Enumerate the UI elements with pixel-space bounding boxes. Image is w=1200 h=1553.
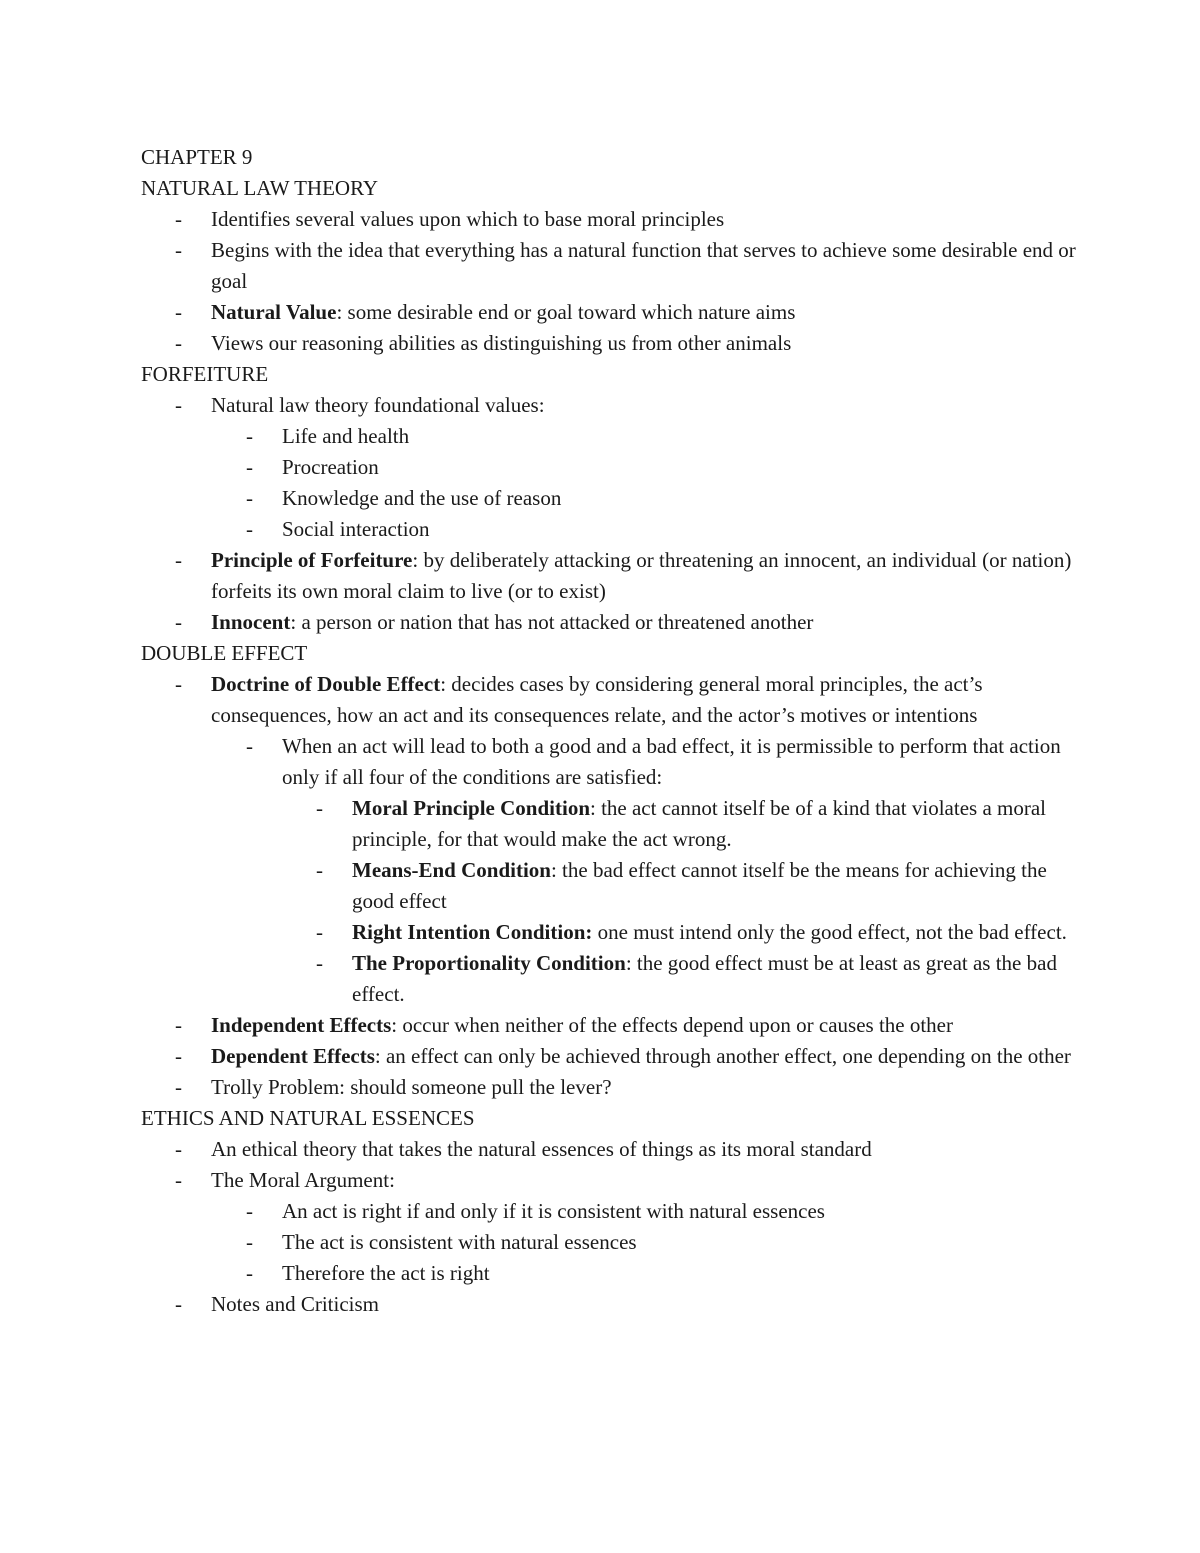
- bullet-dash-icon: -: [246, 455, 253, 479]
- item-text: Knowledge and the use of reason: [282, 486, 562, 510]
- bullet-dash-icon: -: [175, 238, 182, 262]
- list-item: [141, 1165, 1081, 1196]
- item-text: : the good effect must be at least as great as the bad effect.: [352, 951, 1057, 1006]
- bullet-dash-icon: -: [175, 1044, 182, 1068]
- bullet-dash-icon: -: [175, 1137, 182, 1161]
- item-text: : some desirable end or goal toward which nature aims: [336, 300, 796, 324]
- item-text: Social interaction: [282, 517, 430, 541]
- bullet-dash-icon: -: [246, 517, 253, 541]
- item-text: An ethical theory that takes the natural essences of things as its moral standard: [211, 1137, 872, 1161]
- list-item: [141, 669, 1081, 731]
- item-text: Therefore the act is right: [282, 1261, 490, 1285]
- bullet-dash-icon: -: [175, 548, 182, 572]
- bullet-dash-icon: -: [175, 1075, 182, 1099]
- section-heading: FORFEITURE: [141, 362, 269, 386]
- list-item: [141, 1041, 1081, 1072]
- section-heading: DOUBLE EFFECT: [141, 641, 308, 665]
- defined-term: Independent Effects: [211, 1013, 392, 1037]
- bullet-dash-icon: -: [316, 796, 323, 820]
- list-item: [141, 452, 1081, 483]
- bullet-dash-icon: -: [246, 486, 253, 510]
- bullet-dash-icon: -: [175, 610, 182, 634]
- bullet-dash-icon: -: [175, 1168, 182, 1192]
- defined-term: Principle of Forfeiture: [211, 548, 413, 572]
- item-text: : occur when neither of the effects depend upon or causes the other: [391, 1013, 953, 1037]
- list-item: [141, 390, 1081, 421]
- list-item: [141, 917, 1081, 948]
- list-item: [141, 1134, 1081, 1165]
- bullet-dash-icon: -: [175, 207, 182, 231]
- bullet-dash-icon: -: [246, 734, 253, 758]
- list-item: [141, 607, 1081, 638]
- item-text: : the act cannot itself be of a kind that violates a moral principle, for that would make the act wrong.: [352, 796, 1047, 851]
- list-item: [141, 1227, 1081, 1258]
- bullet-dash-icon: -: [175, 300, 182, 324]
- defined-term: Doctrine of Double Effect: [211, 672, 441, 696]
- bullet-dash-icon: -: [246, 1199, 253, 1223]
- document-body: [141, 142, 1081, 1320]
- item-text: : decides cases by considering general moral principles, the act’s consequences, how an act and its consequences relate, and the actor’s motives or intentions: [211, 672, 983, 727]
- defined-term: Dependent Effects: [211, 1044, 375, 1068]
- item-text: The act is consistent with natural essences: [282, 1230, 637, 1254]
- item-text: : by deliberately attacking or threatening an innocent, an individual (or nation) forfeits its own moral claim to live (or to exist): [211, 548, 1072, 603]
- list-item: [141, 855, 1081, 917]
- defined-term: The Proportionality Condition: [352, 951, 626, 975]
- list-item: [141, 1072, 1081, 1103]
- defined-term: Natural Value: [211, 300, 337, 324]
- item-text: : a person or nation that has not attacked or threatened another: [290, 610, 814, 634]
- item-text: Life and health: [282, 424, 410, 448]
- list-item: [141, 731, 1081, 793]
- item-text: When an act will lead to both a good and a bad effect, it is permissible to perform that action only if all four of the conditions are satisfied:: [282, 734, 1061, 789]
- defined-term: Innocent: [211, 610, 291, 634]
- item-text: Trolly Problem: should someone pull the lever?: [211, 1075, 612, 1099]
- list-item: [141, 1010, 1081, 1041]
- list-item: [141, 1196, 1081, 1227]
- bullet-dash-icon: -: [246, 1261, 253, 1285]
- bullet-dash-icon: -: [316, 951, 323, 975]
- section-heading: CHAPTER 9: [141, 145, 253, 169]
- section-heading: ETHICS AND NATURAL ESSENCES: [141, 1106, 475, 1130]
- list-item: [141, 793, 1081, 855]
- bullet-dash-icon: -: [175, 1292, 182, 1316]
- bullet-dash-icon: -: [246, 1230, 253, 1254]
- bullet-dash-icon: -: [175, 331, 182, 355]
- list-item: [141, 1289, 1081, 1320]
- item-text: : the bad effect cannot itself be the means for achieving the good effect: [352, 858, 1047, 913]
- item-text: Notes and Criticism: [211, 1292, 379, 1316]
- item-text: Begins with the idea that everything has a natural function that serves to achieve some desirable end or goal: [211, 238, 1076, 293]
- bullet-dash-icon: -: [175, 1013, 182, 1037]
- list-item: [141, 483, 1081, 514]
- bullet-dash-icon: -: [316, 858, 323, 882]
- list-item: [141, 235, 1081, 297]
- item-text: : an effect can only be achieved through another effect, one depending on the other: [374, 1044, 1071, 1068]
- bullet-dash-icon: -: [175, 672, 182, 696]
- list-item: [141, 514, 1081, 545]
- item-text: Natural law theory foundational values:: [211, 393, 545, 417]
- defined-term: Right Intention Condition:: [352, 920, 593, 944]
- list-item: [141, 204, 1081, 235]
- bullet-dash-icon: -: [175, 393, 182, 417]
- bullet-dash-icon: -: [316, 920, 323, 944]
- list-item: [141, 1258, 1081, 1289]
- list-item: [141, 948, 1081, 1010]
- defined-term: Moral Principle Condition: [352, 796, 590, 820]
- list-item: [141, 421, 1081, 452]
- item-text: Identifies several values upon which to base moral principles: [211, 207, 725, 231]
- section-heading: NATURAL LAW THEORY: [141, 176, 379, 200]
- item-text: Views our reasoning abilities as distinguishing us from other animals: [211, 331, 792, 355]
- item-text: Procreation: [282, 455, 379, 479]
- list-item: [141, 297, 1081, 328]
- item-text: An act is right if and only if it is consistent with natural essences: [282, 1199, 825, 1223]
- bullet-dash-icon: -: [246, 424, 253, 448]
- item-text: one must intend only the good effect, not the bad effect.: [592, 920, 1067, 944]
- defined-term: Means-End Condition: [352, 858, 551, 882]
- list-item: [141, 545, 1081, 607]
- item-text: The Moral Argument:: [211, 1168, 395, 1192]
- list-item: [141, 328, 1081, 359]
